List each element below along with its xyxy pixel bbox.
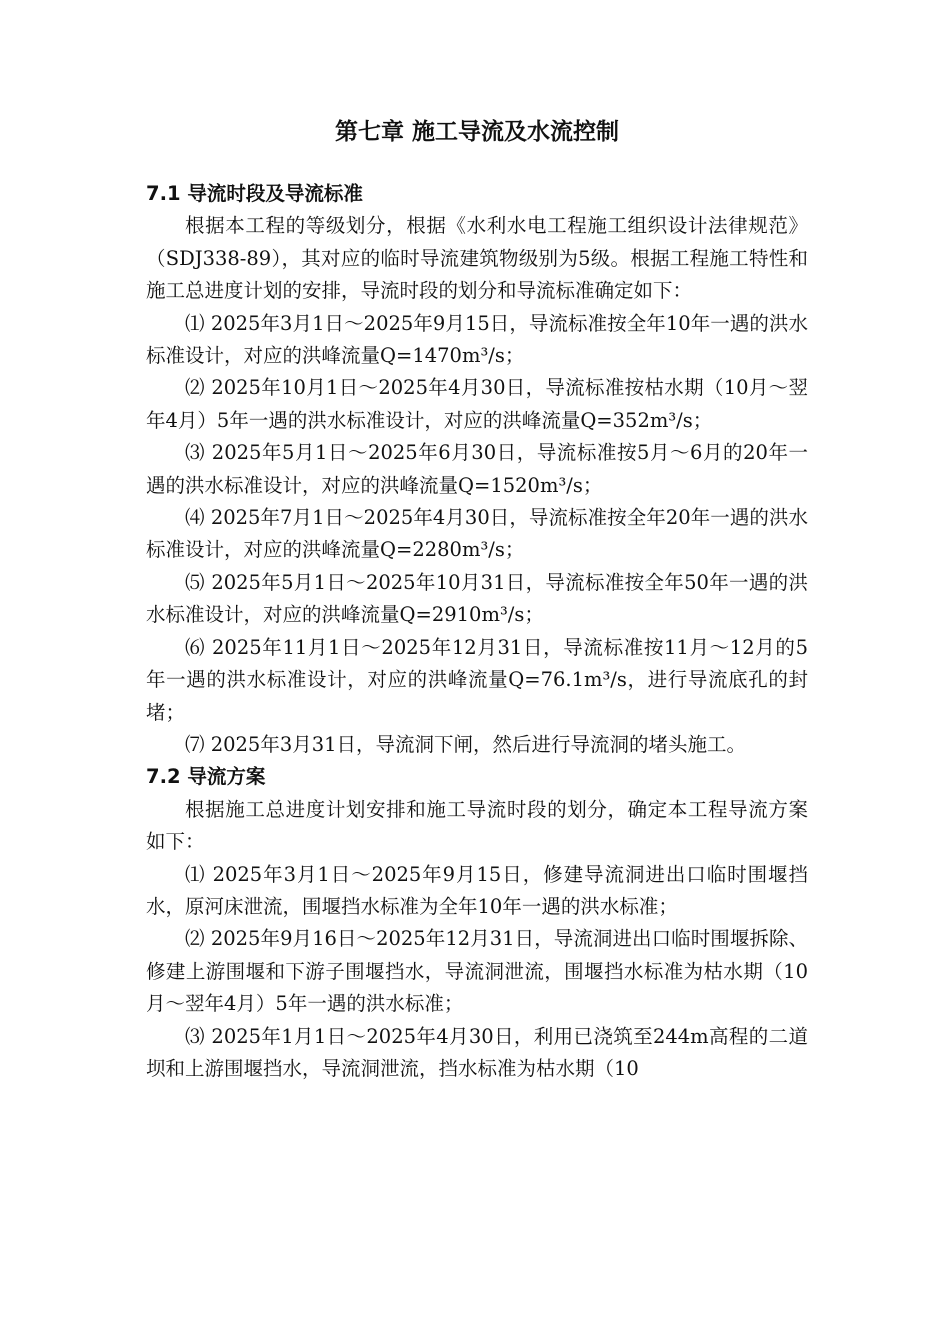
list-item: ⑴ 2025年3月1日～2025年9月15日，修建导流洞进出口临时围堰挡水，原河床泄流，围堰挡水标准为全年10年一遇的洪水标准；: [146, 862, 808, 918]
list-item: ⑶ 2025年1月1日～2025年4月30日，利用已浇筑至244m高程的二道坝和上游围堰挡水，导流洞泄流，挡水标准为枯水期（10: [146, 1024, 808, 1080]
list-item: ⑸ 2025年5月1日～2025年10月31日，导流标准按全年50年一遇的洪水标准设计，对应的洪峰流量Q=2910m³/s；: [146, 570, 808, 627]
list-item: ⑷ 2025年7月1日～2025年4月30日，导流标准按全年20年一遇的洪水标准设计，对应的洪峰流量Q=2280m³/s；: [146, 506, 808, 562]
list-item: ⑶ 2025年5月1日～2025年6月30日，导流标准按5月～6月的20年一遇的洪水标准设计，对应的洪峰流量Q=1520m³/s；: [146, 441, 808, 497]
list-item: ⑵ 2025年10月1日～2025年4月30日，导流标准按枯水期（10月～翌年4月）5年一遇的洪水标准设计，对应的洪峰流量Q=352m³/s；: [146, 376, 808, 432]
paragraph: 根据施工总进度计划安排和施工导流时段的划分，确定本工程导流方案如下：: [146, 797, 808, 854]
list-item: ⑴ 2025年3月1日～2025年9月15日，导流标准按全年10年一遇的洪水标准设计，对应的洪峰流量Q=1470m³/s；: [146, 311, 808, 368]
document-page: [146, 112, 808, 1085]
list-item: ⑵ 2025年9月16日～2025年12月31日，导流洞进出口临时围堰拆除、修建上游围堰和下游子围堰挡水，导流洞泄流，围堰挡水标准为枯水期（10月～翌年4月）5年一遇的洪水标准；: [146, 927, 808, 1016]
paragraph: 根据本工程的等级划分，根据《水利水电工程施工组织设计法律规范》（SDJ338-89），其对应的临时导流建筑物级别为5级。根据工程施工特性和施工总进度计划的安排，导流时段的划分和导流标准确定如下：: [146, 214, 808, 303]
list-item: ⑺ 2025年3月31日，导流洞下闸，然后进行导流洞的堵头施工。: [185, 732, 747, 756]
section-heading-7-1: 7.1 导流时段及导流标准: [146, 182, 363, 205]
section-heading-7-2: 7.2 导流方案: [146, 765, 266, 789]
chapter-title: 第七章 施工导流及水流控制: [334, 119, 619, 145]
list-item: ⑹ 2025年11月1日～2025年12月31日，导流标准按11月～12月的5年一遇的洪水标准设计，对应的洪峰流量Q=76.1m³/s，进行导流底孔的封堵；: [146, 635, 808, 724]
